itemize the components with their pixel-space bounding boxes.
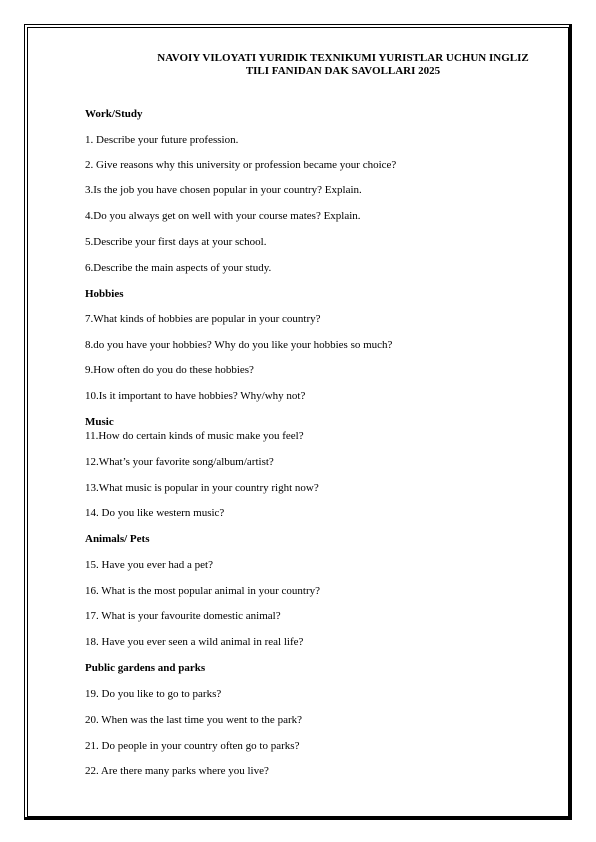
section-heading-animals-pets: Animals/ Pets bbox=[85, 533, 150, 545]
question-item: 10.Is it important to have hobbies? Why/why not? bbox=[85, 390, 306, 402]
question-item: 3.Is the job you have chosen popular in your country? Explain. bbox=[85, 184, 362, 196]
question-item: 16. What is the most popular animal in your country? bbox=[85, 585, 321, 597]
question-item: 17. What is your favourite domestic animal? bbox=[85, 610, 281, 622]
document-title-line-2: TILI FANIDAN DAK SAVOLLARI 2025 bbox=[245, 65, 441, 77]
question-item: 18. Have you ever seen a wild animal in real life? bbox=[85, 636, 304, 648]
question-item: 14. Do you like western music? bbox=[85, 507, 225, 519]
question-item: 5.Describe your first days at your school. bbox=[85, 236, 267, 248]
question-item: 4.Do you always get on well with your course mates? Explain. bbox=[85, 210, 361, 222]
section-heading-music: Music bbox=[85, 416, 114, 428]
section-heading-work-study: Work/Study bbox=[85, 108, 143, 120]
document-title-line-1: NAVOIY VILOYATI YURIDIK TEXNIKUMI YURISTLAR UCHUN INGLIZ bbox=[157, 52, 529, 64]
question-item: 1. Describe your future profession. bbox=[85, 134, 239, 146]
question-item: 11.How do certain kinds of music make you feel? bbox=[85, 430, 304, 442]
question-item: 15. Have you ever had a pet? bbox=[85, 559, 213, 571]
section-heading-hobbies: Hobbies bbox=[85, 288, 124, 300]
question-item: 6.Describe the main aspects of your study. bbox=[85, 262, 272, 274]
question-item: 2. Give reasons why this university or profession became your choice? bbox=[85, 159, 397, 171]
question-item: 21. Do people in your country often go to parks? bbox=[85, 740, 300, 752]
section-heading-public-gardens-parks: Public gardens and parks bbox=[85, 662, 206, 674]
question-item: 7.What kinds of hobbies are popular in your country? bbox=[85, 313, 321, 325]
question-item: 22. Are there many parks where you live? bbox=[85, 765, 269, 777]
question-item: 8.do you have your hobbies? Why do you like your hobbies so much? bbox=[85, 339, 393, 351]
question-item: 9.How often do you do these hobbies? bbox=[85, 364, 254, 376]
question-item: 13.What music is popular in your country right now? bbox=[85, 482, 319, 494]
question-item: 12.What’s your favorite song/album/artist? bbox=[85, 456, 274, 468]
question-item: 20. When was the last time you went to the park? bbox=[85, 714, 302, 726]
question-item: 19. Do you like to go to parks? bbox=[85, 688, 222, 700]
